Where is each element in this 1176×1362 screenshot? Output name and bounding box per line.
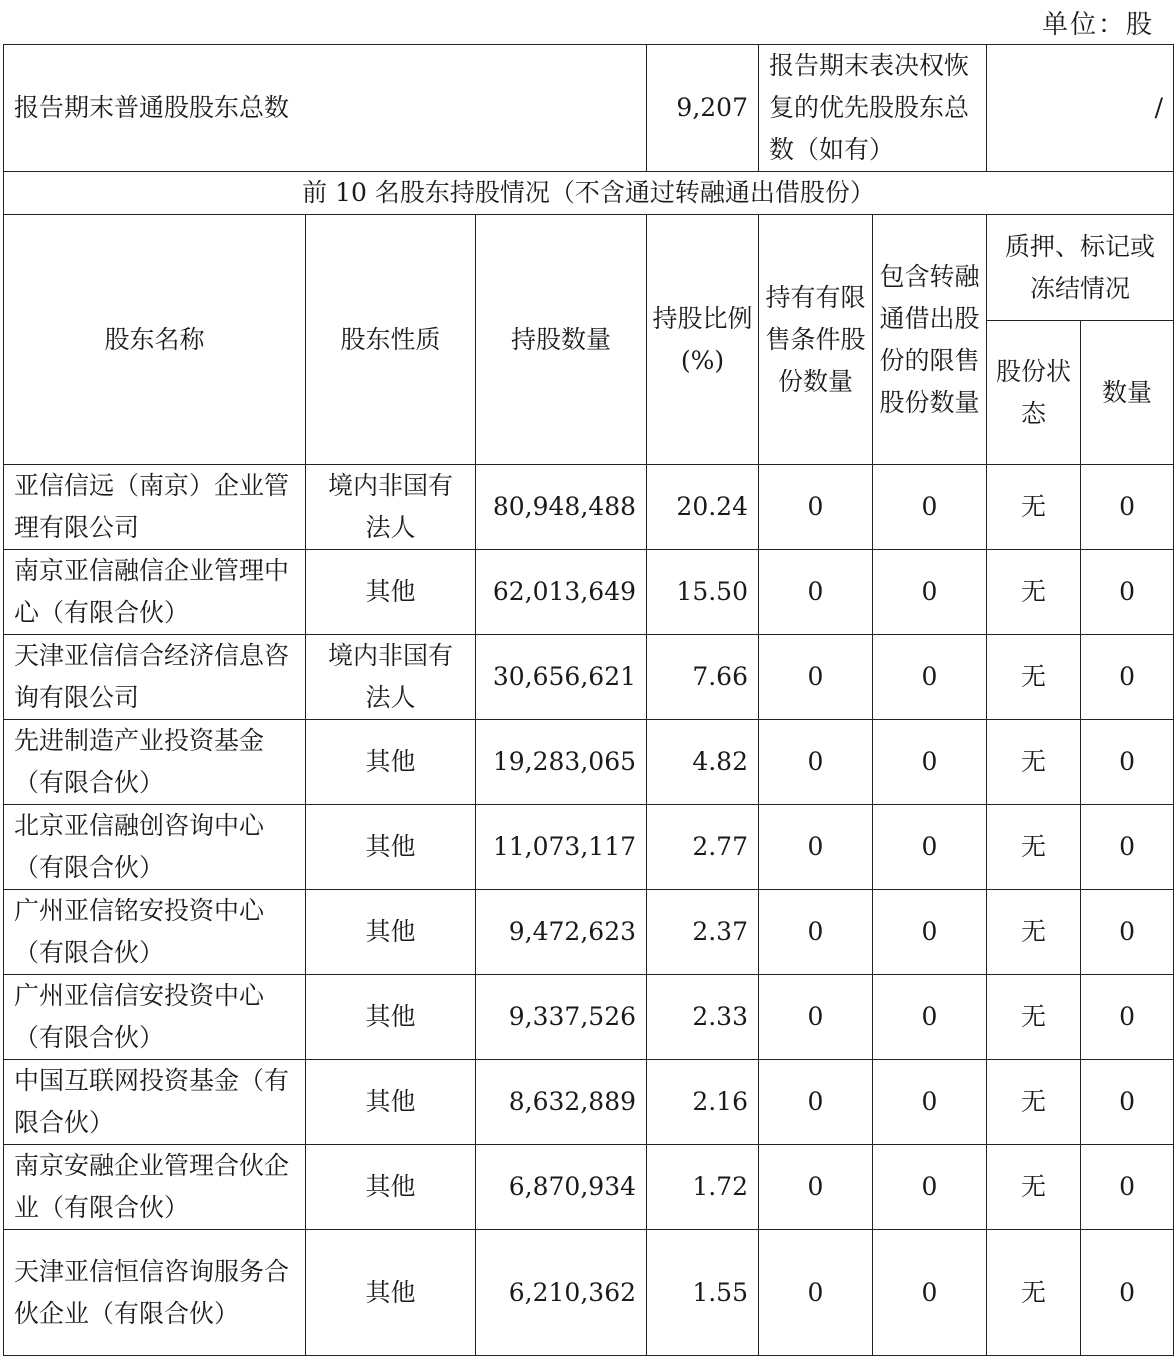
table-body: [4, 45, 1174, 1356]
total-holders-label: 报告期末普通股股东总数: [4, 45, 647, 172]
restricted-shares: 0: [759, 635, 873, 720]
share-ratio: 2.16: [647, 1060, 759, 1145]
lent-restricted-shares: 0: [873, 635, 987, 720]
shares-held: 30,656,621: [476, 635, 647, 720]
shareholder-nature: 其他: [306, 975, 476, 1060]
shares-held: 11,073,117: [476, 805, 647, 890]
shareholder-name: 先进制造产业投资基金（有限合伙）: [4, 720, 306, 805]
preferred-holders-value: /: [987, 45, 1174, 172]
header-pledge-status: 股份状态: [987, 321, 1081, 465]
share-ratio: 4.82: [647, 720, 759, 805]
shareholder-nature: 其他: [306, 1230, 476, 1356]
table-row: [4, 1060, 1174, 1145]
summary-row: [4, 45, 1174, 172]
lent-restricted-shares: 0: [873, 550, 987, 635]
shares-held: 62,013,649: [476, 550, 647, 635]
shareholder-nature: 其他: [306, 550, 476, 635]
shareholder-name: 南京亚信融信企业管理中心（有限合伙）: [4, 550, 306, 635]
shares-held: 80,948,488: [476, 465, 647, 550]
pledge-qty: 0: [1081, 1145, 1174, 1230]
table-row: [4, 635, 1174, 720]
shareholder-name: 广州亚信铭安投资中心（有限合伙）: [4, 890, 306, 975]
shareholder-nature: 其他: [306, 805, 476, 890]
restricted-shares: 0: [759, 890, 873, 975]
pledge-status: 无: [987, 635, 1081, 720]
shareholder-name: 天津亚信信合经济信息咨询有限公司: [4, 635, 306, 720]
header-restricted: 持有有限售条件股份数量: [759, 215, 873, 465]
pledge-status: 无: [987, 890, 1081, 975]
share-ratio: 2.33: [647, 975, 759, 1060]
shareholder-nature: 其他: [306, 720, 476, 805]
lent-restricted-shares: 0: [873, 1060, 987, 1145]
pledge-qty: 0: [1081, 550, 1174, 635]
shareholder-name: 广州亚信信安投资中心（有限合伙）: [4, 975, 306, 1060]
restricted-shares: 0: [759, 975, 873, 1060]
header-name: 股东名称: [4, 215, 306, 465]
header-pledge-qty: 数量: [1081, 321, 1174, 465]
shareholder-nature: 其他: [306, 890, 476, 975]
restricted-shares: 0: [759, 805, 873, 890]
pledge-status: 无: [987, 720, 1081, 805]
header-nature: 股东性质: [306, 215, 476, 465]
shareholder-nature: 其他: [306, 1145, 476, 1230]
lent-restricted-shares: 0: [873, 890, 987, 975]
pledge-qty: 0: [1081, 805, 1174, 890]
share-ratio: 2.37: [647, 890, 759, 975]
pledge-qty: 0: [1081, 720, 1174, 805]
table-row: [4, 975, 1174, 1060]
shares-held: 8,632,889: [476, 1060, 647, 1145]
restricted-shares: 0: [759, 550, 873, 635]
share-ratio: 20.24: [647, 465, 759, 550]
header-ratio: 持股比例(%): [647, 215, 759, 465]
restricted-shares: 0: [759, 1145, 873, 1230]
shareholder-name: 南京安融企业管理合伙企业（有限合伙）: [4, 1145, 306, 1230]
header-lent-restricted: 包含转融通借出股份的限售股份数量: [873, 215, 987, 465]
header-pledge-group: 质押、标记或冻结情况: [987, 215, 1174, 321]
shareholder-nature: 境内非国有法人: [306, 635, 476, 720]
table-row: [4, 720, 1174, 805]
shares-held: 9,472,623: [476, 890, 647, 975]
share-ratio: 7.66: [647, 635, 759, 720]
pledge-qty: 0: [1081, 465, 1174, 550]
share-ratio: 15.50: [647, 550, 759, 635]
pledge-qty: 0: [1081, 635, 1174, 720]
shareholder-nature: 其他: [306, 1060, 476, 1145]
shareholder-name: 天津亚信恒信咨询服务合伙企业（有限合伙）: [4, 1230, 306, 1356]
section-title: 前 10 名股东持股情况（不含通过转融通出借股份）: [4, 172, 1174, 215]
shares-held: 6,210,362: [476, 1230, 647, 1356]
shares-held: 9,337,526: [476, 975, 647, 1060]
header-row: [4, 215, 1174, 321]
preferred-holders-label: 报告期末表决权恢复的优先股股东总数（如有）: [759, 45, 987, 172]
lent-restricted-shares: 0: [873, 720, 987, 805]
shareholder-name: 亚信信远（南京）企业管理有限公司: [4, 465, 306, 550]
lent-restricted-shares: 0: [873, 975, 987, 1060]
table-row: [4, 805, 1174, 890]
table-row: [4, 890, 1174, 975]
pledge-qty: 0: [1081, 1060, 1174, 1145]
section-title-row: [4, 172, 1174, 215]
pledge-status: 无: [987, 465, 1081, 550]
lent-restricted-shares: 0: [873, 1145, 987, 1230]
header-shares: 持股数量: [476, 215, 647, 465]
shareholder-table: [3, 44, 1174, 1356]
restricted-shares: 0: [759, 1060, 873, 1145]
table-row: [4, 550, 1174, 635]
shares-held: 6,870,934: [476, 1145, 647, 1230]
lent-restricted-shares: 0: [873, 1230, 987, 1356]
unit-label: 单位：股: [1041, 10, 1154, 40]
total-holders-value: 9,207: [647, 45, 759, 172]
pledge-status: 无: [987, 550, 1081, 635]
restricted-shares: 0: [759, 720, 873, 805]
pledge-status: 无: [987, 1145, 1081, 1230]
shareholder-name: 北京亚信融创咨询中心（有限合伙）: [4, 805, 306, 890]
table-row: [4, 1145, 1174, 1230]
pledge-qty: 0: [1081, 890, 1174, 975]
table-row: [4, 1230, 1174, 1356]
shareholder-nature: 境内非国有法人: [306, 465, 476, 550]
pledge-qty: 0: [1081, 975, 1174, 1060]
lent-restricted-shares: 0: [873, 805, 987, 890]
shareholder-name: 中国互联网投资基金（有限合伙）: [4, 1060, 306, 1145]
share-ratio: 1.55: [647, 1230, 759, 1356]
lent-restricted-shares: 0: [873, 465, 987, 550]
pledge-status: 无: [987, 805, 1081, 890]
share-ratio: 2.77: [647, 805, 759, 890]
table-row: [4, 465, 1174, 550]
pledge-qty: 0: [1081, 1230, 1174, 1356]
pledge-status: 无: [987, 1230, 1081, 1356]
share-ratio: 1.72: [647, 1145, 759, 1230]
pledge-status: 无: [987, 975, 1081, 1060]
restricted-shares: 0: [759, 465, 873, 550]
shares-held: 19,283,065: [476, 720, 647, 805]
restricted-shares: 0: [759, 1230, 873, 1356]
pledge-status: 无: [987, 1060, 1081, 1145]
